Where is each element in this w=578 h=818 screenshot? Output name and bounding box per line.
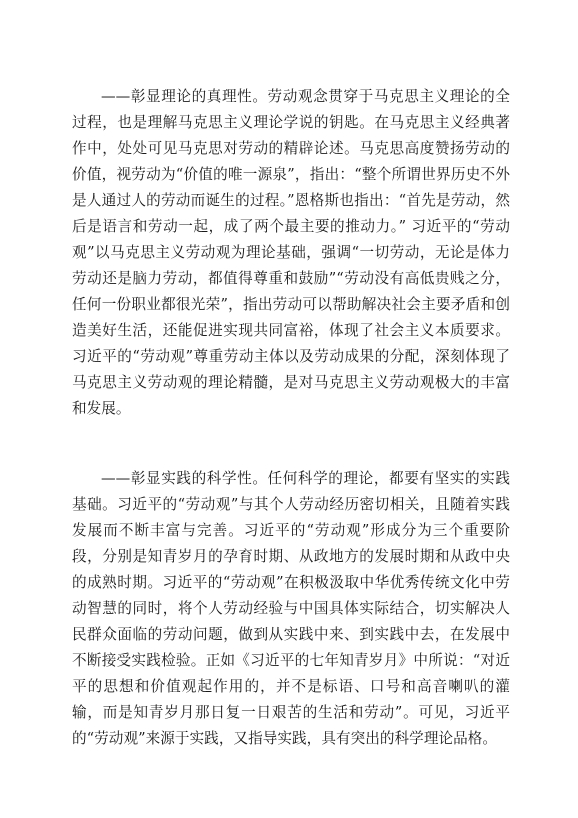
paragraph-theory-truth: ——彰显理论的真理性。劳动观念贯穿于马克思主义理论的全过程，也是理解马克思主义理论学说的钥匙。在马克思主义经典著作中，处处可见马克思对劳动的精辟论述。马克思高度赞扬劳动的价值，视劳动为“价值的唯一源泉”，指出：“整个所谓世界历史不外是人通过人的劳动而诞生的过程。”恩格斯也指出：“首先是劳动，然后是语言和劳动一起，成了两个最主要的推动力。” 习近平的“劳动观”以马克思主义劳动观为理论基础，强调“一切劳动，无论是体力劳动还是脑力劳动，都值得尊重和鼓励”“劳动没有高低贵贱之分，任何一份职业都很光荣”，指出劳动可以帮助解决社会主要矛盾和创造美好生活，还能促进实现共同富裕，体现了社会主义本质要求。习近平的“劳动观”尊重劳动主体以及劳动成果的分配，深刻体现了马克思主义劳动观的理论精髓，是对马克思主义劳动观极大的丰富和发展。 — [72, 88, 510, 417]
document-body — [72, 84, 510, 752]
paragraph-practice-science: ——彰显实践的科学性。任何科学的理论，都要有坚实的实践基础。习近平的“劳动观”与其个人劳动经历密切相关，且随着实践发展而不断丰富与完善。习近平的“劳动观”形成分为三个重要阶段，分别是知青岁月的孕育时期、从政地方的发展时期和从政中央的成熟时期。习近平的“劳动观”在积极汲取中华优秀传统文化中劳动智慧的同时，将个人劳动经验与中国具体实际结合，切实解决人民群众面临的劳动问题，做到从实践中来、到实践中去，在发展中不断接受实践检验。正如《习近平的七年知青岁月》中所说：“对近平的思想和价值观起作用的，并不是标语、口号和高音喇叭的灌输，而是知青岁月那日复一日艰苦的生活和劳动”。可见，习近平的“劳动观”来源于实践，又指导实践，具有突出的科学理论品格。 — [72, 470, 510, 747]
